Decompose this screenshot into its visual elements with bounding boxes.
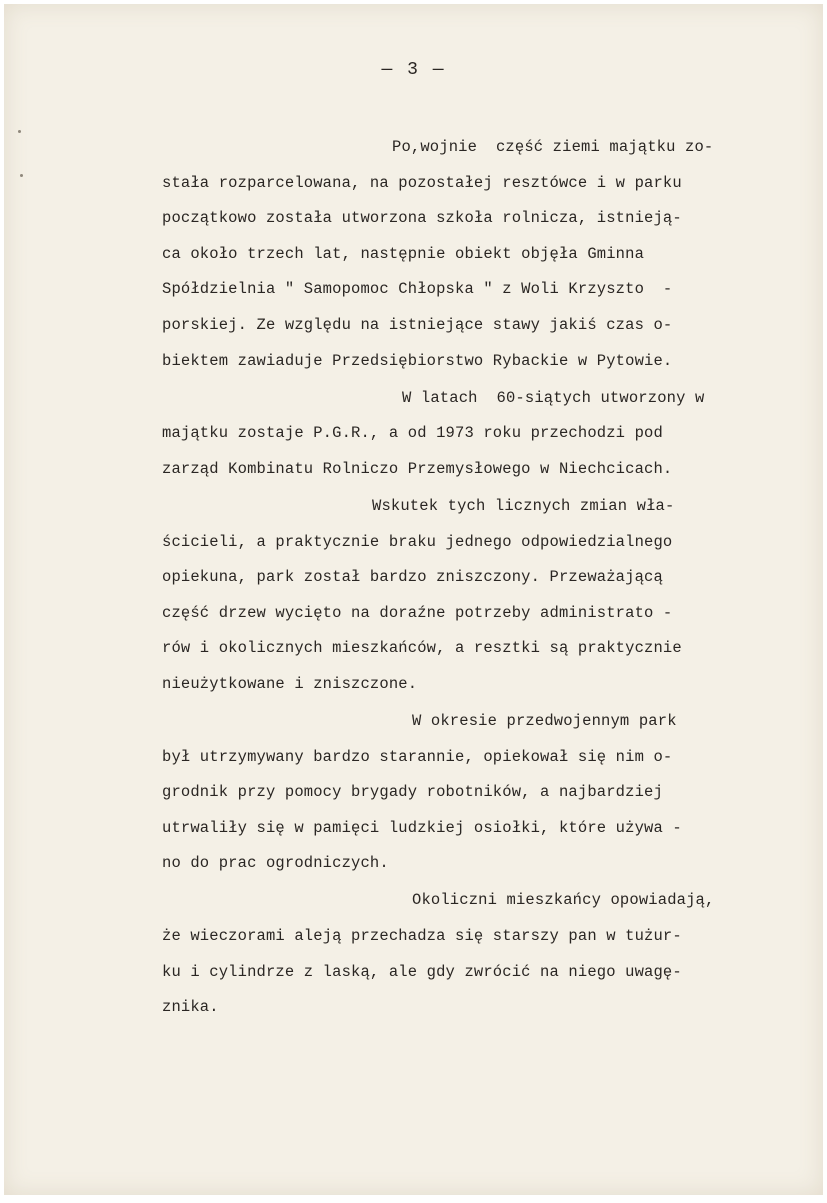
paragraph [162,704,762,882]
text-line: opiekuna, park został bardzo zniszczony. Przeważającą [162,568,663,587]
text-line: W latach 60-siątych utworzony w [402,388,705,407]
paragraph [162,130,762,379]
text-line: biektem zawiaduje Przedsiębiorstwo Rybackie w Pytowie. [162,351,673,370]
text-line: stała rozparcelowana, na pozostałej resztówce i w parku [162,173,682,192]
page-number: — 3 — [381,60,446,80]
text-line: no do prac ogrodniczych. [162,854,389,873]
text-line: że wieczorami aleją przechadza się starszy pan w tużur- [162,927,682,946]
text-line: znika. [162,998,219,1017]
text-line: utrwaliły się w pamięci ludzkiej osiołki, które używa - [162,818,682,837]
text-line: W okresie przedwojennym park [412,712,677,730]
text-line: grodnik przy pomocy brygady robotników, a najbardziej [162,783,663,802]
margin-punch-mark [20,174,23,177]
paragraph [162,381,762,488]
document-page [4,4,823,1195]
paragraph [162,883,762,1025]
body-text [162,130,762,1027]
text-line: nieużytkowane i zniszczone. [162,674,418,693]
text-line: Po,wojnie część ziemi majątku zo- [392,138,714,156]
text-line: rów i okolicznych mieszkańców, a resztki są praktycznie [162,639,682,658]
text-line: początkowo została utworzona szkoła rolnicza, istnieją- [162,209,682,228]
text-line: był utrzymywany bardzo starannie, opiekował się nim o- [162,747,673,766]
margin-punch-mark [18,130,21,133]
text-line: majątku zostaje P.G.R., a od 1973 roku przechodzi pod [162,424,663,443]
text-line: Wskutek tych licznych zmian wła- [372,496,675,515]
text-line: zarząd Kombinatu Rolniczo Przemysłowego w Niechcicach. [162,459,673,478]
text-line: część drzew wycięto na doraźne potrzeby administrato - [162,603,673,622]
paragraph [162,489,762,703]
text-line: Spółdzielnia " Samopomoc Chłopska " z Woli Krzyszto - [162,280,673,299]
text-line: ścicieli, a praktycznie braku jednego odpowiedzialnego [162,532,673,551]
text-line: porskiej. Ze względu na istniejące stawy jakiś czas o- [162,315,673,334]
text-line: Okoliczni mieszkańcy opowiadają, [412,891,715,910]
text-line: ku i cylindrze z laską, ale gdy zwrócić na niego uwagę- [162,962,682,981]
text-line: ca około trzech lat, następnie obiekt objęła Gminna [162,244,645,263]
